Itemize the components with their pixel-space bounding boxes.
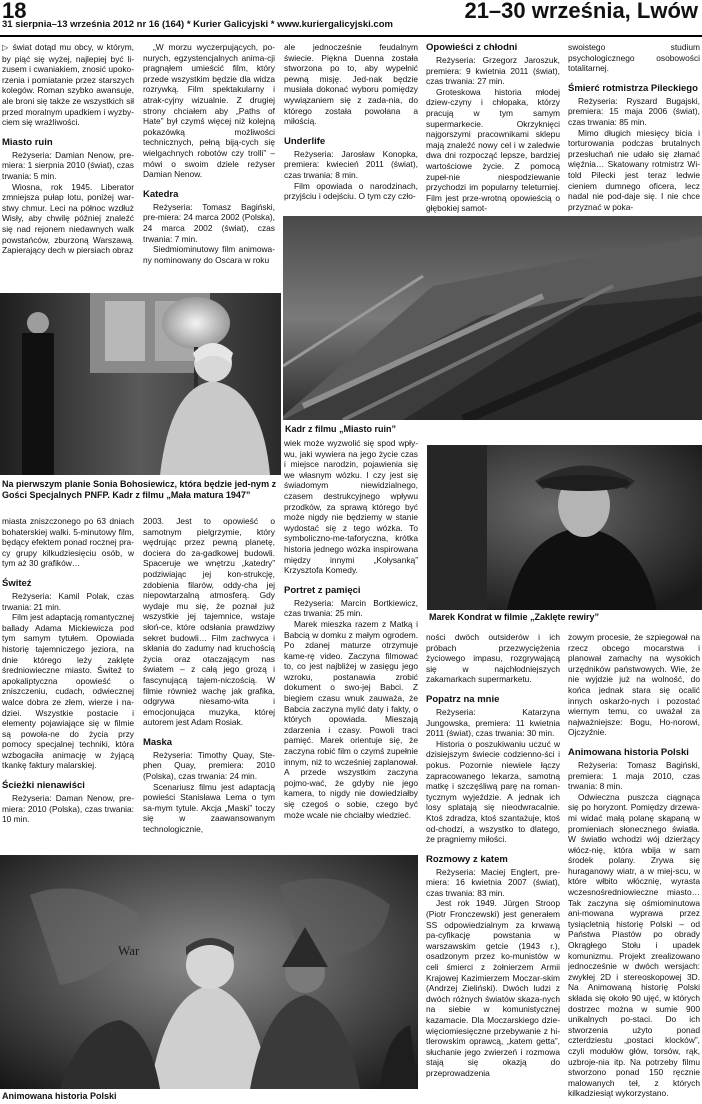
film-credits: Reżyseria: Timothy Quay, Ste-phen Quay, premiera: 2010 (Polska), czas trwania: 24 min. xyxy=(143,749,275,782)
article-text: wiek może wyzwolić się spod wpły-wu, jaki wywiera na jego życie czas i miejsce narodzin, pojawienia się we własnym wózku. I czy jest się świadomym niewidzialnego, czasem destrukcyjnego wpływu przodków, za sprawą którego być może nigdy nie będziemy w stanie wydostać się z tego wózka. To symboliczno-me-taforyczna, krótka historia jednego wózka inspirowana między innymi „Kołysanką” Krzysztofa Komedy. xyxy=(284,438,418,576)
article-text: swoistego studium psychologicznego osobowości totalitarnej. xyxy=(568,42,700,74)
article-text: Film opowiada o narodzinach, przyjściu i odejściu. O tym czy czło- xyxy=(284,180,418,202)
column-1-top xyxy=(2,42,134,292)
section-heading: Rozmowy z katem xyxy=(426,853,508,865)
page-date-title: 21–30 września, Lwów xyxy=(464,0,698,23)
film-credits: Reżyseria: Maciej Englert, pre-miera: 16 kwietnia 2007 (świat), czas trwania: 83 min. xyxy=(426,866,560,898)
issue-line: 31 sierpnia–13 września 2012 nr 16 (164) * Kurier Galicyjski * www.kuriergalicyjski.com xyxy=(2,19,393,30)
section-heading: Świteź xyxy=(2,577,32,589)
section-heading: Opowieści z chłodni xyxy=(426,42,518,53)
film-credits: Reżyseria: Tomasz Bagiński, pre-miera: 24 marca 2002 (Polska), 24 marca 2002 (świat), czas trwania: 7 min. xyxy=(143,201,275,244)
article-text: ności dwóch outsiderów i ich próbach przezwyciężenia życiowego impasu, rozgrywającą się w najchłodniejszych zakamarkach supermarketu. xyxy=(426,632,560,685)
article-text: miasta zniszczonego po 63 dniach bohaterskiej walki. 5-minutowy film, będący efektem ponad rocznej pra-cy grupy kilkudziesięciu osób, w tym aż 30 grafików… xyxy=(2,516,134,569)
photo-caption: Animowana historia Polski xyxy=(2,1091,117,1101)
photo-zaklete-rewiry xyxy=(427,445,702,610)
film-credits: Reżyseria: Daman Nenow, pre-miera: 2010 (Polska), czas trwania: 10 min. xyxy=(2,793,134,825)
article-text: Odwieczna puszcza ciągnąca się po horyzont. Pomiędzy drzewa-mi widać małą polanę skąpaną w promieniach słonecznego światła. W światło wchodzi wój dzierżący włócz-nię, która wbija w sam środek polany. Zrywa się huraganowy wiatr, a w miej-scu, w które włbito włócznię, wyrasta wczesnośredniowieczne miasto… Tak zaczyna się ośmiominutowa ani-mowana wyprawa przez tysiącletnią historię Polski – od Państwa Piastów po obrady Okrągłego Stołu i upadek komunizmu. Projekt zrealizowano jednocześnie w dwóch wersjach: zwykłej 2D i stereoskopowej 3D. Na Animowaną historię Polski składa się około 90 ujęć, w których dostrzec można w sumie 900 unikalnych po-staci. Do ich stworzenia użyto ponad czterdziestu „postaci klocków”, czyli modułów głów, torsów, rąk, uzbroje-nia itp. Na potrzeby filmu stworzono ponad 150 ręcznie malowanych teł, z których kilkadziesiąt wykorzystano. xyxy=(568,791,700,1099)
section-heading: Katedra xyxy=(143,188,179,200)
arrow-icon: ▷ xyxy=(2,43,10,52)
article-text: ale jednocześnie feudalnym świecie. Piękna Duenna została stworzona po to, aby wypełnić pewną misję. Jed-nak będzie musiała dokonać wyboru pomiędzy wywiązaniem się z zada-nia, do którego została powołana a miłością. xyxy=(284,42,418,127)
article-text: Historia o poszukiwaniu uczuć w dzisiejszym świecie codzienno-ści i pokus. Pozornie niewiele łączy zapracowanego lekarza, samotną matkę i szczęśliwą parę na roman-tycznym wyjeździe. A jednak ich losy splatają się nieodwracalnie. Ktoś zdradza, ktoś szantażuje, ktoś od-chodzi, a wszystko to dlatego, że pragniemy miłości. xyxy=(426,738,560,845)
article-text: Groteskowa historia młodej dziew-czyny i chłopaka, którzy pracują w tym samym supermarkecie. Okrzyknięci najgorszymi pracownikami sklepu mają znaleźć nowy cel i w zaledwie dwa dni rozpocząć lepsze, bardziej wartościowe życie. Z pomocą zupeł-nie niespodziewanie przychodzi im popularny teleturniej. Film jest prze-wrotną opowieścią o głębokiej samot- xyxy=(426,86,560,214)
section-heading: Portret z pamięci xyxy=(284,584,361,596)
article-text: Wiosna, rok 1945. Liberator zmniejsza pułap lotu, poniżej war-stwy chmur. Leci na północ wzdłuż Wisły, aby chwilę później znaleźć się nad rejonem niedawnych walk powstańców, zburzoną Warszawą. Zapierający dech w piersiach obraz xyxy=(2,181,134,256)
film-credits: Reżyseria: Kamil Polak, czas trwania: 21 min. xyxy=(2,590,134,612)
photo-caption: Kadr z filmu „Miasto ruin” xyxy=(285,424,397,434)
photo-caption: Marek Kondrat w filmie „Zaklęte rewiry” xyxy=(429,612,600,622)
photo-miasto-ruin xyxy=(283,216,702,420)
article-text: Marek mieszka razem z Matką i Babcią w domku z małym ogrodem. Po zdanej maturze otrzymuje kame-rę video. Zaczyna filmować to, co jest najbliżej w zasięgu jego wzroku, postanawia zrobić dokument o swo-jej Babci. Z biegiem czasu wnuk zauważa, że Babcia zaczyna mylić daty i fakty, o których opowiada. Mieszają zdarzenia i czasy. Powoli traci pamięć. Marek orientuje się, że zaczyna robić film o czymś zupełnie innym, niż to wcześniej zaplanował. A przede wszystkim zaczyna pojmo-wać, że gdyby nie jego kamera, to nigdy nie dowiedziałby się czegoś o sobie, czego być może wcale nie chciałby wiedzieć. xyxy=(284,618,418,820)
page-number: 18 xyxy=(2,0,27,23)
film-credits: Reżyseria: Jarosław Konopka, premiera: kwiecień 2011 (świat), czas trwania: 8 min. xyxy=(284,148,418,180)
film-credits: Reżyseria: Grzegorz Jaroszuk, premiera: 9 kwietnia 2011 (świat), czas trwania: 27 min. xyxy=(426,55,560,87)
film-credits: Reżyseria: Ryszard Bugajski, premiera: 15 maja 2006 (świat), czas trwania: 85 min. xyxy=(568,95,700,127)
article-text: Scenariusz filmu jest adaptacją powieści Stanisława Lema o tym sa-mym tytule. Akcja „Maski” toczy się w zaawansowanym technologicznie, xyxy=(143,781,275,835)
section-heading: Maska xyxy=(143,736,173,748)
article-text: zowym procesie, że szpiegował na rzecz obcego mocarstwa i planował zamachy na wysokich urzędników państwowych. Wie, że nie wyjdzie już na wolność, do końca jednak stara się ocalić innych oskarżo-nych i pozostać wiernym temu, co uważał za najważniejsze: Bogu, Ho-norowi, Ojczyźnie. xyxy=(568,632,700,738)
column-3-mid xyxy=(284,438,418,863)
column-5-top xyxy=(568,42,700,214)
map-label: War xyxy=(118,943,140,958)
article-text: „W morzu wyczerpujących, po-nurych, egzystencjalnych anima-cji pragnąłem umieścić film, który przede wszystkim będzie dla widza rozrywką. Film spektakularny i atrak-cyjny wizualnie. Z drugiej strony chciałem aby „Paths of Hate” był czymś więcej niż kolejną pokazówką możliwości technicznych, pełną biją-cych się wielgachnych robotów czy trolli” – mówi o swoim dziele reżyser Damian Nenow. xyxy=(143,42,275,180)
section-heading: Animowana historia Polski xyxy=(568,746,689,758)
article-text: 2003. Jest to opowieść o samotnym pielgrzymie, który wędrując przez pewną planetę, dociera do za-gadkowej budowli. Spaceruje we wnętrzu „katedry” podziwiając jej kon-strukcję, zdobienia filarów, oddy-cha jej niepowtarzalną atmosferą. Gdy wydaje mu się, że poznał już wszystkie jej tajemnice, wstaje słoń-ce, które odsłania prawdziwy sekret budowli… Film zachwyca i skłania do zadumy nad kruchością życia oraz otaczającym nas światem – z całą jego grozą i fascynującą tajem-niczością. W filmie również wachę jak grafika, odgrywa niesamo-wita i emocjonująca muzyka, której autorem jest Adam Rosiak. xyxy=(143,516,275,728)
page-header xyxy=(0,0,702,38)
film-credits: Reżyseria: Katarzyna Jungowska, premiera: 11 kwietnia 2011 (świat), czas trwania: 30 min. xyxy=(426,706,560,739)
column-1-mid xyxy=(2,516,134,851)
photo-caption: Na pierwszym planie Sonia Bohosiewicz, która będzie jed-nym z Gości Specjalnych PNFP. Kadr z filmu „Mała matura 1947” xyxy=(2,479,277,500)
column-5-bottom xyxy=(568,632,700,1102)
section-heading: Miasto ruin xyxy=(2,136,53,148)
film-credits: Reżyseria: Marcin Bortkiewicz, czas trwania: 25 min. xyxy=(284,597,418,619)
film-credits: Reżyseria: Tomasz Bagiński, premiera: 1 maja 2010, czas trwania: 8 min. xyxy=(568,759,700,792)
header-rule xyxy=(0,35,702,37)
article-text: Jest rok 1949. Jürgen Stroop (Piotr Fronczewski) jest generałem SS odpowiedzialnym za krwawą pa-cyfikację powstania w warszawskim getcie (1943 r.), osadzonym przez ko-munistów w celi śmierci z żołnierzem Armii Krajowej Kazimierzem Moczar-skim (Andrzej Zieliński). Dwóch ludzi z dwóch różnych światów skaza-nych na siebie w komunistycznej kazamacie. Dla Moczarskiego dzie-więciomiesięczne przebywanie z hi-tlerowskim oprawcą, „katem getta”, słuchanie jego zwierzeń i rozmowa stają się okazją do przeprowadzenia xyxy=(426,898,560,1078)
section-heading: Śmierć rotmistrza Pileckiego xyxy=(568,82,698,94)
column-3-top xyxy=(284,42,418,214)
article-text: świat dotąd mu obcy, w którym, by piąć się wyżej, najlepiej być li-zusem i cwaniakiem, znosić upoko-rzenia i pomiatanie przez starszych kolegów. Roman szybko awansuje, ale broni się także ze wszystkich sił przed moralnym upadkiem i wyzby-ciem się wrażliwości. xyxy=(2,42,134,128)
section-heading: Underlife xyxy=(284,135,326,147)
column-2-top xyxy=(143,42,275,287)
section-heading: Ścieżki nienawiści xyxy=(2,780,85,792)
article-text: Siedmiominutowy film animowa-ny nominowany do Oscara w roku xyxy=(143,244,275,265)
photo-animowana-historia xyxy=(0,855,418,1089)
section-heading: Popatrz na mnie xyxy=(426,693,500,705)
column-4-bottom xyxy=(426,632,560,1102)
article-text: Mimo długich miesięcy bicia i torturowania podczas brutalnych przesłuchań nie udało się złamać więźnia… Skatowany rotmistrz Wi-told Pilecki jest teraz ledwie cieniem dumnego oficera, lecz nadal nie pod-daje się. I nie chce przyznać w poka- xyxy=(568,127,700,212)
article-text: Film jest adaptacją romantycznej ballady Adama Mickiewicza pod tym samym tytułem. Opowiada historię tajemniczego jeziora, na dnie którego leży zaklęte średniowieczne miasto. Świteź to apokaliptyczna opowieść o zniszczeniu, cudach, odwiecznej walce dobra ze złem, wierze i na-dziei. Wszystkie postacie i elementy pojawiające się w filmie są powoła-ne do życia przy pomocy specjalnej techniki, która wzbogaciła animację w żyjącą tkankę faktury malarskiej. xyxy=(2,612,134,771)
column-2-mid xyxy=(143,516,275,851)
photo-mala-matura xyxy=(0,293,281,475)
film-credits: Reżyseria: Damian Nenow, pre-miera: 1 sierpnia 2010 (świat), czas trwania: 5 min. xyxy=(2,149,134,181)
column-4-top xyxy=(426,42,560,214)
